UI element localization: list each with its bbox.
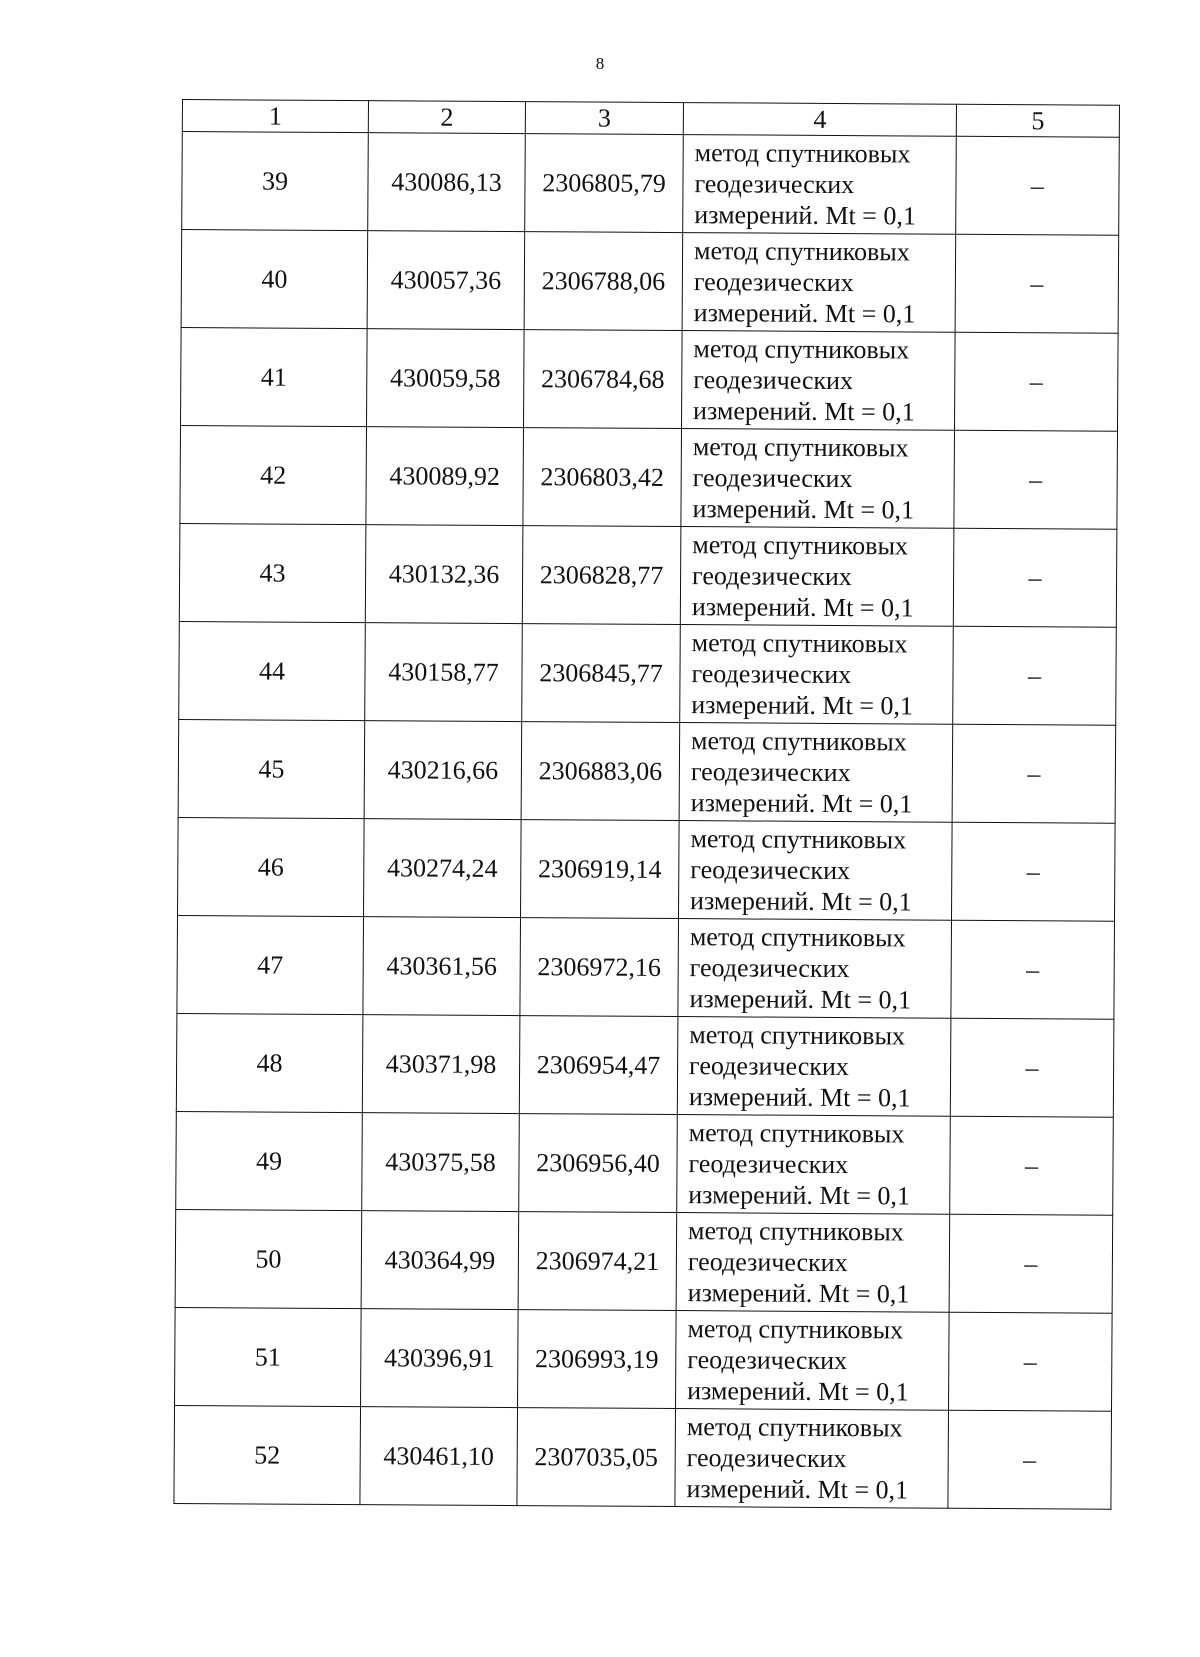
method-line: метод спутниковых bbox=[688, 1118, 905, 1149]
method-line: измерений. Mt = 0,1 bbox=[688, 1180, 911, 1211]
method-line: метод спутниковых bbox=[692, 432, 909, 463]
coordinate-x-cell: 430461,10 bbox=[360, 1407, 518, 1506]
method-cell bbox=[678, 919, 952, 1019]
coordinate-x-cell: 430089,92 bbox=[366, 427, 524, 526]
table-row bbox=[176, 1111, 1114, 1215]
table-row bbox=[180, 425, 1118, 529]
method-line: геодезических bbox=[689, 1051, 849, 1082]
method-line: геодезических bbox=[694, 169, 855, 200]
note-cell: – bbox=[952, 724, 1116, 823]
table-row bbox=[177, 915, 1115, 1019]
note-cell: – bbox=[950, 1018, 1114, 1117]
method-line: метод спутниковых bbox=[688, 1216, 904, 1247]
method-line: измерений. Mt = 0,1 bbox=[690, 886, 912, 917]
table-row bbox=[175, 1307, 1113, 1411]
point-number-cell: 50 bbox=[175, 1209, 362, 1308]
note-cell: – bbox=[954, 332, 1118, 431]
method-line: метод спутниковых bbox=[689, 1020, 906, 1051]
coordinate-y-cell: 2306972,16 bbox=[520, 918, 679, 1017]
point-number-cell: 49 bbox=[176, 1111, 363, 1210]
note-cell: – bbox=[949, 1312, 1113, 1411]
coordinate-x-cell: 430396,91 bbox=[361, 1309, 519, 1408]
method-line: геодезических bbox=[690, 757, 851, 788]
method-line: метод спутниковых bbox=[693, 334, 910, 365]
method-cell bbox=[677, 1115, 951, 1215]
coordinate-x-cell: 430274,24 bbox=[364, 819, 522, 918]
coordinate-x-cell: 430375,58 bbox=[362, 1113, 520, 1212]
coordinate-x-cell: 430364,99 bbox=[361, 1211, 519, 1310]
coordinate-y-cell: 2306788,06 bbox=[524, 232, 683, 331]
method-line: метод спутниковых bbox=[691, 628, 908, 659]
point-number-cell: 41 bbox=[181, 327, 368, 426]
point-number-cell: 40 bbox=[181, 230, 368, 329]
method-line: геодезических bbox=[693, 267, 854, 298]
coordinate-y-cell: 2306845,77 bbox=[522, 624, 681, 723]
note-cell: – bbox=[953, 626, 1117, 725]
method-line: измерений. Mt = 0,1 bbox=[686, 1474, 909, 1505]
point-number-cell: 43 bbox=[179, 523, 366, 622]
method-cell bbox=[681, 331, 955, 431]
point-number-cell: 46 bbox=[178, 817, 365, 916]
method-line: метод спутниковых bbox=[690, 824, 907, 855]
point-number-cell: 44 bbox=[179, 621, 366, 720]
method-line: метод спутниковых bbox=[692, 530, 909, 561]
method-line: измерений. Mt = 0,1 bbox=[690, 788, 913, 819]
table-row bbox=[174, 1405, 1112, 1509]
column-header: 1 bbox=[182, 100, 368, 133]
method-line: геодезических bbox=[688, 1149, 849, 1180]
method-cell bbox=[680, 527, 954, 627]
note-cell: – bbox=[956, 136, 1120, 235]
coordinate-x-cell: 430216,66 bbox=[364, 721, 522, 820]
method-line: метод спутниковых bbox=[686, 1412, 903, 1443]
coordinate-y-cell: 2306919,14 bbox=[521, 820, 680, 919]
table-body bbox=[174, 132, 1119, 1510]
table-row bbox=[176, 1013, 1114, 1117]
coordinate-y-cell: 2307035,05 bbox=[517, 1408, 676, 1507]
table-row bbox=[179, 621, 1117, 725]
coordinate-x-cell: 430086,13 bbox=[368, 133, 526, 232]
note-cell: – bbox=[953, 528, 1117, 627]
column-header: 4 bbox=[683, 103, 956, 137]
point-number-cell: 47 bbox=[177, 915, 364, 1014]
method-cell bbox=[677, 1017, 951, 1117]
method-cell bbox=[679, 821, 953, 921]
method-line: измерений. Mt = 0,1 bbox=[693, 396, 915, 427]
method-line: геодезических bbox=[692, 463, 853, 494]
table-row bbox=[181, 230, 1119, 334]
coordinates-table bbox=[173, 99, 1120, 1510]
coordinate-y-cell: 2306974,21 bbox=[518, 1212, 677, 1311]
method-line: измерений. Mt = 0,1 bbox=[687, 1376, 909, 1407]
column-header: 3 bbox=[525, 102, 683, 135]
table-row bbox=[175, 1209, 1113, 1313]
table-row bbox=[178, 719, 1116, 823]
method-line: измерений. Mt = 0,1 bbox=[689, 984, 912, 1015]
note-cell: – bbox=[955, 234, 1119, 333]
method-cell bbox=[675, 1409, 949, 1509]
point-number-cell: 42 bbox=[180, 425, 367, 524]
coordinate-x-cell: 430361,56 bbox=[363, 917, 521, 1016]
column-header: 5 bbox=[956, 104, 1119, 137]
method-line: метод спутниковых bbox=[691, 726, 907, 757]
coordinate-x-cell: 430059,58 bbox=[367, 329, 525, 428]
method-line: измерений. Mt = 0,1 bbox=[693, 298, 916, 329]
note-cell: – bbox=[948, 1410, 1112, 1509]
column-header: 2 bbox=[368, 101, 525, 134]
coordinate-x-cell: 430158,77 bbox=[365, 623, 523, 722]
method-line: измерений. Mt = 0,1 bbox=[687, 1278, 910, 1309]
table-row bbox=[181, 327, 1119, 431]
point-number-cell: 48 bbox=[176, 1013, 363, 1112]
method-line: геодезических bbox=[687, 1247, 848, 1278]
coordinates-table-wrapper bbox=[173, 99, 1120, 1510]
coordinate-y-cell: 2306828,77 bbox=[522, 526, 681, 625]
note-cell: – bbox=[951, 920, 1115, 1019]
method-line: измерений. Mt = 0,1 bbox=[694, 200, 916, 231]
table-row bbox=[182, 132, 1120, 236]
point-number-cell: 39 bbox=[182, 132, 369, 231]
method-line: геодезических bbox=[687, 1345, 848, 1376]
method-cell bbox=[683, 135, 957, 235]
method-line: метод спутниковых bbox=[694, 138, 911, 169]
method-line: геодезических bbox=[689, 953, 850, 984]
method-line: геодезических bbox=[691, 659, 852, 690]
method-cell bbox=[676, 1213, 950, 1313]
method-line: геодезических bbox=[686, 1443, 847, 1474]
coordinate-y-cell: 2306803,42 bbox=[523, 428, 682, 527]
coordinate-y-cell: 2306784,68 bbox=[523, 330, 682, 429]
table-row bbox=[178, 817, 1116, 921]
method-line: геодезических bbox=[690, 855, 851, 886]
note-cell: – bbox=[949, 1214, 1113, 1313]
method-cell bbox=[676, 1311, 950, 1411]
coordinate-y-cell: 2306805,79 bbox=[525, 134, 684, 233]
method-cell bbox=[680, 625, 954, 725]
method-cell bbox=[681, 429, 955, 529]
note-cell: – bbox=[951, 822, 1115, 921]
method-line: метод спутниковых bbox=[689, 922, 906, 953]
method-line: измерений. Mt = 0,1 bbox=[692, 494, 915, 525]
method-cell bbox=[682, 233, 956, 333]
coordinate-y-cell: 2306883,06 bbox=[521, 722, 680, 821]
method-line: измерений. Mt = 0,1 bbox=[691, 592, 914, 623]
method-cell bbox=[679, 723, 953, 823]
method-line: метод спутниковых bbox=[687, 1314, 904, 1345]
page-number: 8 bbox=[595, 54, 605, 73]
point-number-cell: 51 bbox=[175, 1307, 362, 1406]
method-line: геодезических bbox=[693, 365, 854, 396]
coordinate-y-cell: 2306956,40 bbox=[519, 1114, 678, 1213]
point-number-cell: 45 bbox=[178, 719, 365, 818]
table-row bbox=[179, 523, 1117, 627]
method-line: измерений. Mt = 0,1 bbox=[691, 690, 914, 721]
coordinate-y-cell: 2306993,19 bbox=[518, 1310, 677, 1409]
coordinate-x-cell: 430371,98 bbox=[362, 1015, 520, 1114]
note-cell: – bbox=[950, 1116, 1114, 1215]
coordinate-y-cell: 2306954,47 bbox=[519, 1016, 678, 1115]
note-cell: – bbox=[954, 430, 1118, 529]
coordinate-x-cell: 430057,36 bbox=[367, 231, 525, 330]
point-number-cell: 52 bbox=[174, 1405, 361, 1504]
method-line: геодезических bbox=[692, 561, 852, 592]
method-line: метод спутниковых bbox=[693, 236, 910, 267]
coordinate-x-cell: 430132,36 bbox=[365, 525, 523, 624]
method-line: измерений. Mt = 0,1 bbox=[688, 1082, 911, 1113]
